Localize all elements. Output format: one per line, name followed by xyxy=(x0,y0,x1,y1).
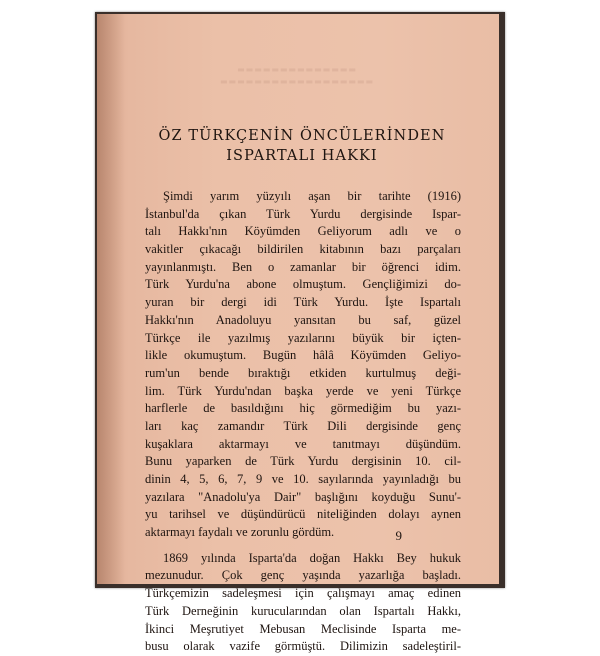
paragraph-2 xyxy=(145,550,461,656)
text-line: lim. Türk Yurdu'ndan başka yerde ve yeni Türkçe xyxy=(145,383,461,398)
text-line: Türkçemizin sadeleşmesi için çalışmayı amaç edinen xyxy=(145,586,461,601)
bleed-through-text: ▬▬▬▬▬▬▬▬▬▬▬▬▬▬ ▬▬▬▬▬▬▬▬▬▬▬▬▬▬▬▬▬▬ xyxy=(219,65,375,86)
text-line: busu olarak vazife görmüştü. Dilimizin sadeleştiril- xyxy=(145,639,461,654)
text-line: kuşaklara aktarmayı ve tanıtmayı düşündüm. xyxy=(145,436,461,451)
text-line: Şimdi yarım yüzyılı aşan bir tarihte (1916) xyxy=(163,189,461,203)
chapter-title xyxy=(117,126,487,166)
text-line: 1869 yılında Isparta'da doğan Hakkı Bey hukuk xyxy=(163,550,461,565)
text-line: ları kaç zamandır Türk Dili dergisinde genç xyxy=(145,418,461,433)
text-line: Türk Yurdu'na abone olmuştum. Gençliğimizi do- xyxy=(145,277,461,292)
text-line: aktarmayı faydalı ve zorunlu gördüm. xyxy=(145,525,335,540)
paragraph-gap xyxy=(145,542,461,550)
text-line: yazılara "Anadolu'ya Dair" başlığını koyduğu Sunu'- xyxy=(145,489,461,504)
text-line: yayınlanmıştı. Ben o zamanlar bir öğrenci idim. xyxy=(145,259,461,274)
text-line: Hakkı'nın Anadoluyu yansıtan bu saf, güzel xyxy=(145,312,461,327)
text-line: İkinci Meşrutiyet Mebusan Meclisinde Isparta me- xyxy=(145,621,461,636)
text-line: mezunudur. Çok genç yaşında yazarlığa başladı. xyxy=(145,568,461,583)
text-line: Bunu yaparken de Türk Yurdu dergisinin 10. cil- xyxy=(145,454,461,469)
text-line: vakitler çıkacağı bildirilen kitabının bazı parçaları xyxy=(145,242,461,257)
text-line: talı Hakkı'nın Köyümden Geliyorum adlı ve o xyxy=(145,224,461,239)
text-line: rum'un bende bıraktığı etkiden kurtulmuş deği- xyxy=(145,365,461,380)
body-text xyxy=(145,188,461,656)
text-line: harflerle de basıldığını hiç görmediğim bu yazı- xyxy=(145,401,461,416)
chapter-title-line-2: ISPARTALI HAKKI xyxy=(226,148,378,164)
chapter-title-line-1: ÖZ TÜRKÇENİN ÖNCÜLERİNDEN xyxy=(158,128,446,144)
paragraph-1 xyxy=(145,188,461,542)
text-line: dinin 4, 5, 6, 7, 9 ve 10. sayılarında yayınladığı bu xyxy=(145,472,461,486)
page-number: 9 xyxy=(395,528,402,543)
text-line: yu tarihsel ve düşündürücü niteliğinden dolayı aynen xyxy=(145,507,461,522)
text-line: yuran bir dergi idi Türk Yurdu. İşte Ispartalı xyxy=(145,295,461,310)
text-line: Türkçe ile yazılmış yazılarını büyük bir içten- xyxy=(145,330,461,345)
text-line: likle okumuştum. Bugün hâlâ Köyümden Geliyo- xyxy=(145,348,461,363)
text-line: Türk Derneğinin kurucularından olan Ispartalı Hakkı, xyxy=(145,603,461,618)
text-line: İstanbul'da çıkan Türk Yurdu dergisinde Ispar- xyxy=(145,206,461,221)
page-content xyxy=(97,14,499,654)
